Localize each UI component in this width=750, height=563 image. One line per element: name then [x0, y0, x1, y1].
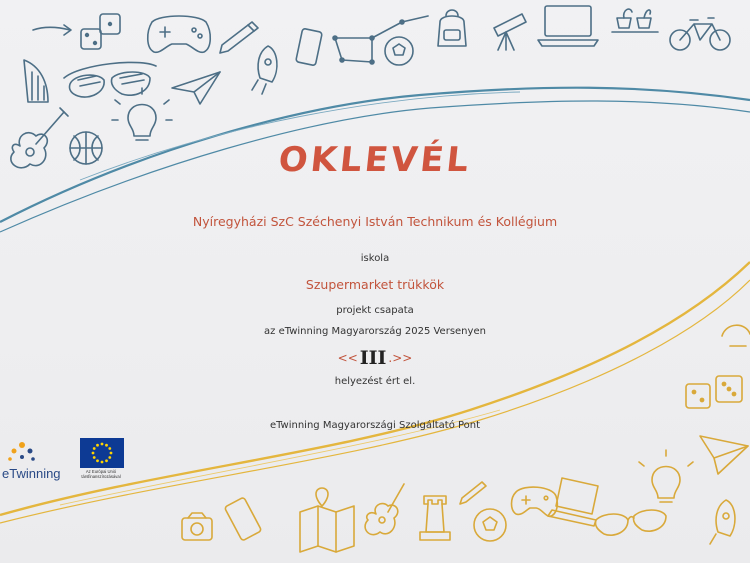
placement-close-bracket: .>>: [388, 351, 413, 365]
result-label: helyezést ért el.: [334, 376, 416, 387]
eu-flag-icon: [80, 438, 124, 468]
eu-caption: [70, 469, 132, 479]
dice-icon: [81, 14, 120, 49]
constellation-icon: [333, 16, 428, 64]
rocket-icon: [710, 500, 735, 544]
camera-icon: [182, 513, 212, 540]
chess-rook-icon: [420, 496, 450, 540]
competition-text: az eTwinning Magyarország 2025 Versenyen: [264, 326, 486, 337]
issuer-name: eTwinning Magyarországi Szolgáltató Pont: [269, 420, 481, 431]
soccer-ball-icon: [474, 509, 506, 541]
lightbulb-icon: [639, 450, 693, 502]
team-label: projekt csapata: [336, 305, 414, 316]
eu-cofunded-logo: [70, 438, 132, 488]
etwinning-stars-icon: [8, 442, 35, 461]
pen-icon: [460, 482, 486, 504]
etwinning-logo-mark: [2, 437, 64, 489]
game-controller-icon: [148, 16, 211, 52]
rocket-icon: [252, 46, 277, 94]
phone-icon: [296, 28, 323, 65]
paper-plane-icon: [172, 72, 220, 104]
certificate-title: OKLEVÉL: [276, 140, 474, 180]
placement-open-bracket: <<: [337, 351, 358, 365]
paper-plane-icon: [700, 436, 748, 474]
placement: [0, 345, 750, 367]
phone-icon: [224, 497, 261, 541]
guitar-icon: [365, 484, 404, 535]
placement-number: III: [359, 347, 387, 369]
school-name: Nyíregyházi SzC Széchenyi István Technikum és Kollégium: [192, 214, 558, 229]
school-label: iskola: [360, 253, 390, 264]
arrow-icon: [33, 25, 71, 35]
laptop-icon: [538, 6, 598, 46]
eu-caption-line-1: Az Európai Unió: [85, 469, 117, 474]
map-icon: [300, 488, 354, 552]
pencil-icon: [220, 22, 258, 53]
etwinning-logo-text: eTwinning: [2, 466, 61, 481]
harp-icon: [24, 60, 48, 102]
backpack-icon: [438, 10, 466, 46]
bicycle-icon: [670, 18, 730, 50]
telescope-icon: [494, 14, 526, 50]
lightbulb-icon: [112, 88, 172, 140]
laptop-icon: [548, 478, 598, 526]
soccer-ball-icon: [385, 37, 413, 65]
sunglasses-icon: [595, 510, 666, 535]
project-name: Szupermarket trükkök: [305, 277, 445, 292]
eu-caption-line-2: társfinanszírozásával: [81, 474, 121, 479]
plants-icon: [612, 9, 658, 32]
